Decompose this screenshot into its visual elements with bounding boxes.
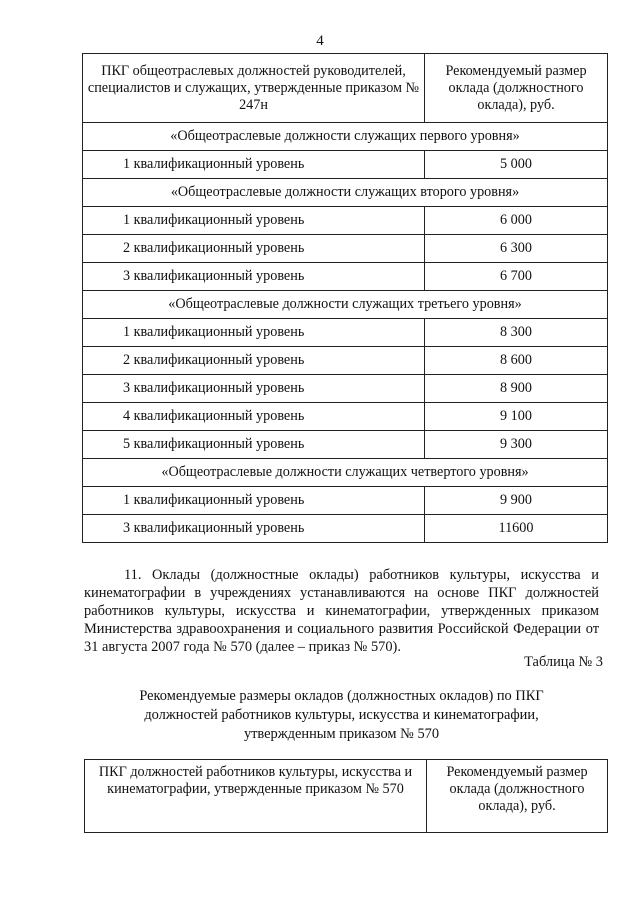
section-row: [83, 459, 608, 487]
table-row: [83, 319, 608, 347]
caption-line: должностей работников культуры, искусства и кинематографии,: [144, 707, 539, 723]
table-header-row: [83, 54, 608, 123]
salary-cell: 9 100: [425, 403, 608, 431]
table-row: [83, 235, 608, 263]
section-title: «Общеотраслевые должности служащих второго уровня»: [83, 179, 608, 207]
table-header-row: [85, 760, 608, 833]
section-row: [83, 179, 608, 207]
salary-cell: 8 600: [425, 347, 608, 375]
salary-cell: 6 000: [425, 207, 608, 235]
level-cell: 1 квалификационный уровень: [83, 487, 425, 515]
section-row: [83, 291, 608, 319]
salary-cell: 9 900: [425, 487, 608, 515]
level-cell: 1 квалификационный уровень: [83, 207, 425, 235]
caption-line: утвержденным приказом № 570: [243, 726, 440, 742]
section-row: [83, 123, 608, 151]
header-cell-pkg: ПКГ должностей работников культуры, искусства и кинематографии, утвержденные приказом № 570: [85, 760, 427, 833]
level-cell: 5 квалификационный уровень: [83, 431, 425, 459]
table-label: Таблица № 3: [524, 654, 603, 670]
level-cell: 2 квалификационный уровень: [83, 235, 425, 263]
level-cell: 3 квалификационный уровень: [83, 263, 425, 291]
header-cell-salary: Рекомендуемый размер оклада (должностного оклада), руб.: [427, 760, 608, 833]
section-title: «Общеотраслевые должности служащих четвертого уровня»: [83, 459, 608, 487]
table-row: [83, 487, 608, 515]
section-title: «Общеотраслевые должности служащих третьего уровня»: [83, 291, 608, 319]
table-row: [83, 151, 608, 179]
page-number: 4: [316, 33, 324, 49]
table-row: [83, 263, 608, 291]
level-cell: 2 квалификационный уровень: [83, 347, 425, 375]
header-cell-pkg: ПКГ общеотраслевых должностей руководителей, специалистов и служащих, утвержденные приказом № 247н: [83, 54, 425, 123]
caption-line: Рекомендуемые размеры окладов (должностных окладов) по ПКГ: [139, 688, 544, 704]
table-row: [83, 347, 608, 375]
table-row: [83, 207, 608, 235]
table-caption: [84, 687, 599, 744]
salary-table-570: [84, 759, 608, 833]
body-paragraph: 11. Оклады (должностные оклады) работников культуры, искусства и кинематографии в учреждениях устанавливаются на основе ПКГ должностей работников культуры, искусства и кинематографии, утвержденных приказом Министерства здравоохранения и социального развития Российской Федерации от 31 августа 2007 года № 570 (далее – приказ № 570).: [84, 567, 599, 655]
salary-cell: 8 900: [425, 375, 608, 403]
salary-table-247n: [82, 53, 608, 543]
section-title: «Общеотраслевые должности служащих первого уровня»: [83, 123, 608, 151]
table-row: [83, 515, 608, 543]
salary-cell: 6 700: [425, 263, 608, 291]
salary-cell: 11600: [425, 515, 608, 543]
level-cell: 1 квалификационный уровень: [83, 151, 425, 179]
level-cell: 3 квалификационный уровень: [83, 515, 425, 543]
salary-cell: 9 300: [425, 431, 608, 459]
salary-cell: 8 300: [425, 319, 608, 347]
level-cell: 4 квалификационный уровень: [83, 403, 425, 431]
level-cell: 1 квалификационный уровень: [83, 319, 425, 347]
level-cell: 3 квалификационный уровень: [83, 375, 425, 403]
table-row: [83, 375, 608, 403]
table-row: [83, 431, 608, 459]
salary-cell: 5 000: [425, 151, 608, 179]
header-cell-salary: Рекомендуемый размер оклада (должностного оклада), руб.: [425, 54, 608, 123]
salary-cell: 6 300: [425, 235, 608, 263]
table-row: [83, 403, 608, 431]
